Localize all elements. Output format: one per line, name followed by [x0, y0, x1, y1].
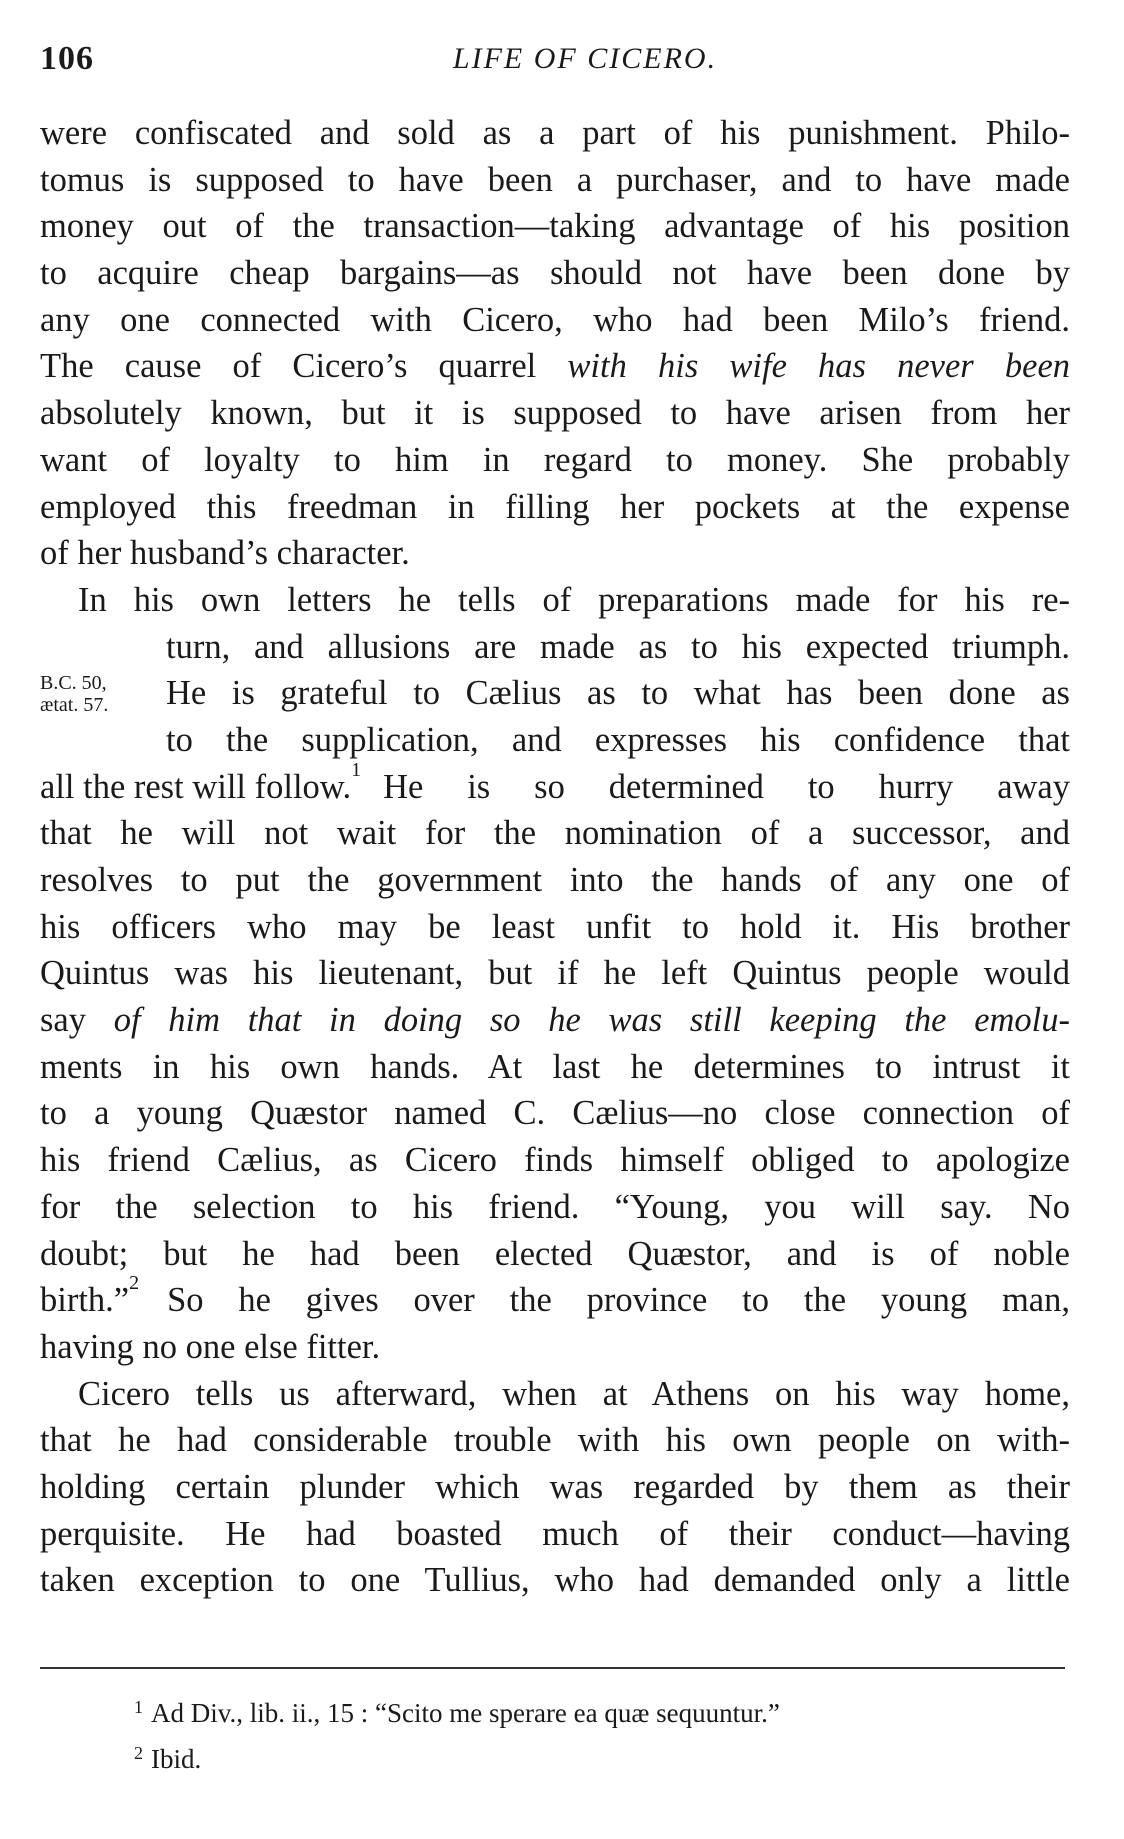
running-title: LIFE OF CICERO. [452, 42, 718, 75]
footnote-marker: 2 [134, 1743, 143, 1763]
text-line: employed this freedman in filling her pockets at the expense [40, 487, 1070, 526]
footnotes [134, 1690, 1034, 1782]
text-line: Quintus was his lieutenant, but if he left Quintus people would [40, 954, 1070, 993]
text-line: taken exception to one Tullius, who had demanded only a little [40, 1561, 1070, 1600]
text-line: his officers who may be least unfit to hold it. His brother [40, 907, 1070, 946]
text-line: were confiscated and sold as a part of his punishment. Philo- [40, 114, 1070, 152]
margin-date-age: ætat. 57. [40, 694, 109, 716]
footnote-marker: 1 [134, 1697, 143, 1717]
text-segment: He is so determined to hurry away [383, 767, 1070, 806]
page-number: 106 [40, 40, 94, 77]
text-line: having no one else fitter. [40, 1327, 381, 1366]
text-line [40, 997, 1070, 1044]
text-line: that he had considerable trouble with his own people on with- [40, 1421, 1070, 1460]
footnote-divider [40, 1667, 1065, 1669]
italic-text-segment: of him that in doing so he was still keeping the emolu- [113, 1001, 1071, 1040]
margin-date-year: B.C. 50, [40, 672, 107, 694]
running-head [40, 40, 1070, 90]
text-line: to acquire cheap bargains—as should not have been done by [40, 254, 1070, 293]
text-line: holding certain plunder which was regarded by them as their [40, 1467, 1070, 1506]
text-segment: So he gives over the province to the young man, [167, 1281, 1070, 1320]
text-segment: all the rest will follow.$^1$ [40, 758, 362, 806]
body-text [40, 110, 1070, 1604]
footnote-text: Ibid. [151, 1744, 202, 1774]
text-line: tomus is supposed to have been a purchaser, and to have made [40, 160, 1070, 199]
footnote-ref: 1 [351, 758, 362, 781]
text-line: turn, and allusions are made as to his expected triumph. [166, 627, 1070, 666]
text-line: absolutely known, but it is supposed to have arisen from her [40, 394, 1070, 433]
text-line: perquisite. He had boasted much of their conduct—having [40, 1514, 1070, 1553]
text-line: any one connected with Cicero, who had been Milo’s friend. [40, 300, 1070, 339]
italic-text-segment: with his wife has never been [567, 347, 1071, 386]
text-line: In his own letters he tells of preparations made for his re- [78, 580, 1070, 619]
text-segment: The cause of Cicero’s quarrel [40, 347, 568, 386]
text-line: resolves to put the government into the hands of any one of [40, 861, 1070, 899]
text-segment: birth.”$^2$ [40, 1272, 140, 1320]
text-line: of her husband’s character. [40, 534, 410, 573]
text-line: that he will not wait for the nomination of a successor, and [40, 814, 1070, 853]
text-line: to a young Quæstor named C. Cælius—no close connection of [40, 1094, 1070, 1133]
text-line: for the selection to his friend. “Young, you will say. No [40, 1187, 1070, 1226]
text-line: want of loyalty to him in regard to money. She probably [40, 440, 1070, 479]
text-line: to the supplication, and expresses his confidence that [166, 720, 1070, 759]
text-line: his friend Cælius, as Cicero finds himself obliged to apologize [40, 1141, 1070, 1180]
text-line [40, 343, 1070, 390]
text-line-with-note [40, 1272, 1070, 1324]
text-line-with-note [40, 758, 1070, 811]
footnote-text: Ad Div., lib. ii., 15 : “Scito me sperare ea quæ sequuntur.” [151, 1698, 780, 1728]
text-line: money out of the transaction—taking advantage of his position [40, 207, 1070, 246]
text-line: doubt; but he had been elected Quæstor, and is of noble [40, 1234, 1070, 1273]
footnote-ref: 2 [129, 1272, 140, 1295]
text-line: ments in his own hands. At last he determines to intrust it [40, 1047, 1070, 1086]
text-line: He is grateful to Cælius as to what has been done as [166, 674, 1070, 713]
text-segment: say [40, 1001, 114, 1040]
text-line: Cicero tells us afterward, when at Athens on his way home, [78, 1374, 1070, 1413]
footnote [134, 1736, 1034, 1782]
footnote [134, 1690, 1034, 1736]
